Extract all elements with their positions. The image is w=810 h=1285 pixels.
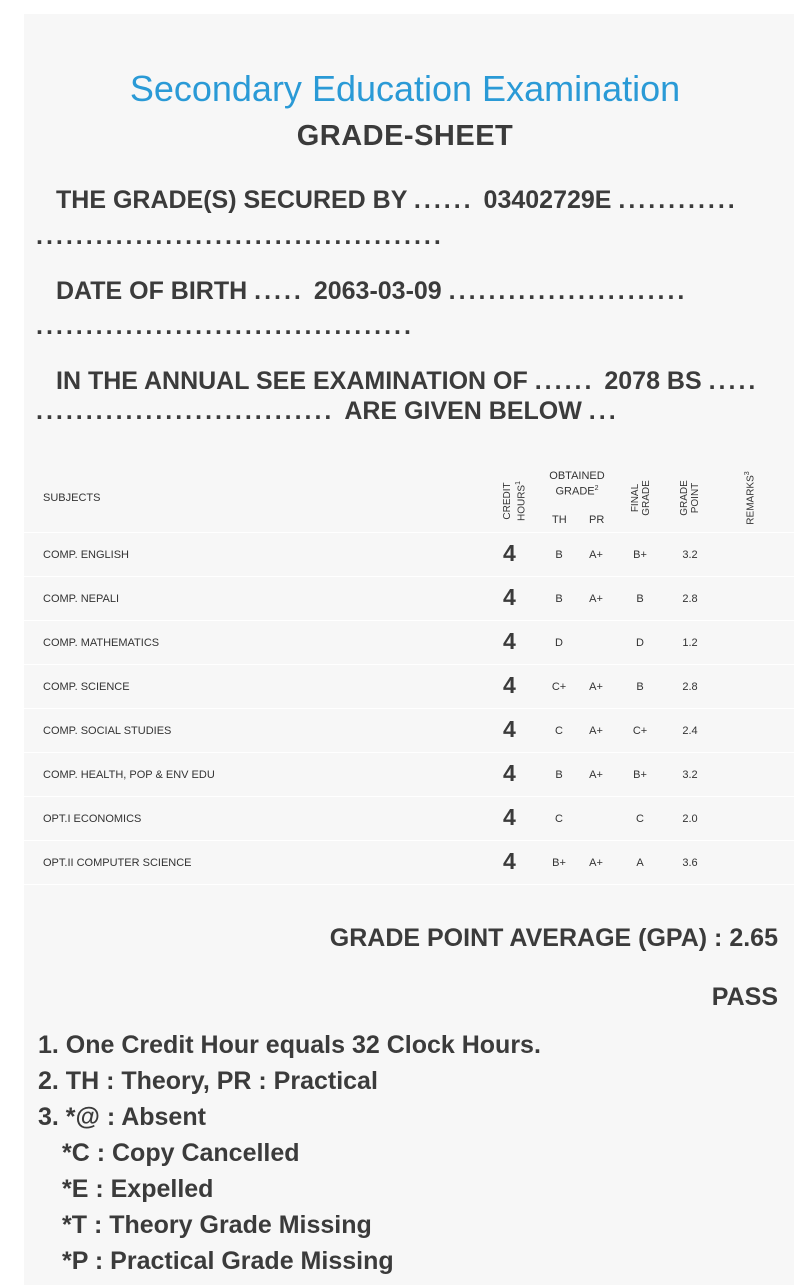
exam-title: Secondary Education Examination xyxy=(129,68,681,109)
secured-by-line: THE GRADE(S) SECURED BY ...... 03402729E ............ xyxy=(56,186,738,214)
subject-name: OPT.I ECONOMICS xyxy=(43,813,142,825)
grade-th: B xyxy=(555,769,563,781)
header-th: TH xyxy=(552,514,567,526)
subject-name: COMP. SOCIAL STUDIES xyxy=(43,725,172,737)
final-grade: D xyxy=(636,637,644,649)
grade-th: B xyxy=(555,549,563,561)
grade-th: D xyxy=(555,637,563,649)
credit-hours: 4 xyxy=(503,760,516,786)
note-theory-missing: *T : Theory Grade Missing xyxy=(62,1211,372,1239)
credit-hours: 4 xyxy=(503,628,516,654)
note-expelled: *E : Expelled xyxy=(62,1175,214,1203)
header-grade-point: GRADE POINT xyxy=(679,480,701,516)
note-copy-cancelled: *C : Copy Cancelled xyxy=(62,1139,300,1167)
grade-th: C+ xyxy=(551,681,567,693)
dotted-filler: ...................................... xyxy=(36,312,414,340)
given-below-line: .............................. ARE GIVEN BELOW ... xyxy=(36,397,619,425)
grade-point: 2.0 xyxy=(682,813,698,825)
grade-point: 3.2 xyxy=(682,769,698,781)
note-credit-hour: 1. One Credit Hour equals 32 Clock Hours. xyxy=(38,1031,541,1059)
grade-pr: A+ xyxy=(589,857,603,869)
row-divider xyxy=(24,840,794,841)
subject-name: COMP. ENGLISH xyxy=(43,549,129,561)
final-grade: C xyxy=(636,813,644,825)
subject-name: COMP. SCIENCE xyxy=(43,681,130,693)
grade-pr: A+ xyxy=(589,725,603,737)
subject-name: COMP. MATHEMATICS xyxy=(43,637,160,649)
grade-point: 2.8 xyxy=(682,593,698,605)
final-grade: B+ xyxy=(633,549,647,561)
header-obtained-grade: OBTAINED GRADE$^2$ xyxy=(549,470,605,498)
exam-line: IN THE ANNUAL SEE EXAMINATION OF ...... 2078 BS ..... xyxy=(56,367,759,395)
header-subjects: SUBJECTS xyxy=(43,492,101,504)
row-divider xyxy=(24,708,794,709)
grade-th: B+ xyxy=(552,857,566,869)
grade-point: 3.2 xyxy=(682,549,698,561)
grade-sheet-heading: GRADE-SHEET xyxy=(296,120,514,152)
row-divider xyxy=(24,796,794,797)
note-th-pr: 2. TH : Theory, PR : Practical xyxy=(38,1067,378,1095)
grade-pr: A+ xyxy=(589,593,603,605)
grade-point: 3.6 xyxy=(682,857,698,869)
final-grade: B+ xyxy=(633,769,647,781)
dob-line: DATE OF BIRTH ..... 2063-03-09 ........................ xyxy=(56,277,688,305)
credit-hours: 4 xyxy=(503,584,516,610)
grade-th: B xyxy=(555,593,563,605)
final-grade: C+ xyxy=(632,725,648,737)
subject-name: OPT.II COMPUTER SCIENCE xyxy=(43,857,192,869)
grade-point: 2.4 xyxy=(682,725,698,737)
grade-point: 1.2 xyxy=(682,637,698,649)
subject-name: COMP. NEPALI xyxy=(43,593,120,605)
note-practical-missing: *P : Practical Grade Missing xyxy=(62,1247,394,1275)
dob-label: DATE OF BIRTH xyxy=(56,277,248,305)
row-divider xyxy=(24,576,794,577)
dob-value: 2063-03-09 xyxy=(313,277,442,305)
symbol-number: 03402729E xyxy=(483,186,612,214)
subject-name: COMP. HEALTH, POP & ENV EDU xyxy=(43,769,215,781)
grade-th: C xyxy=(555,813,563,825)
gpa-summary: GRADE POINT AVERAGE (GPA) : 2.65 xyxy=(329,924,778,952)
exam-label: IN THE ANNUAL SEE EXAMINATION OF xyxy=(56,367,528,395)
credit-hours: 4 xyxy=(503,804,516,830)
credit-hours: 4 xyxy=(503,672,516,698)
grade-pr: A+ xyxy=(589,769,603,781)
final-grade: B xyxy=(636,593,644,605)
final-grade: A xyxy=(636,857,644,869)
row-divider xyxy=(24,884,794,885)
dotted-filler: ......................................... xyxy=(36,222,444,250)
row-divider xyxy=(24,620,794,621)
grade-th: C xyxy=(555,725,563,737)
note-absent: 3. *@ : Absent xyxy=(38,1103,206,1131)
grade-pr: A+ xyxy=(589,549,603,561)
given-below-text: ARE GIVEN BELOW xyxy=(344,397,582,425)
header-final-grade: FINAL GRADE xyxy=(630,480,652,516)
row-divider xyxy=(24,752,794,753)
grade-pr: A+ xyxy=(589,681,603,693)
credit-hours: 4 xyxy=(503,540,516,566)
secured-by-label: THE GRADE(S) SECURED BY xyxy=(56,186,407,214)
grade-point: 2.8 xyxy=(682,681,698,693)
credit-hours: 4 xyxy=(503,716,516,742)
final-grade: B xyxy=(636,681,644,693)
header-pr: PR xyxy=(589,514,605,526)
header-credit-hours: CREDIT HOURS$^1$ xyxy=(502,480,528,522)
exam-year: 2078 BS xyxy=(604,367,702,395)
row-divider xyxy=(24,664,794,665)
row-divider xyxy=(24,532,794,533)
result-status: PASS xyxy=(711,983,778,1011)
header-remarks: REMARKS$^3$ xyxy=(744,471,757,525)
credit-hours: 4 xyxy=(503,848,516,874)
